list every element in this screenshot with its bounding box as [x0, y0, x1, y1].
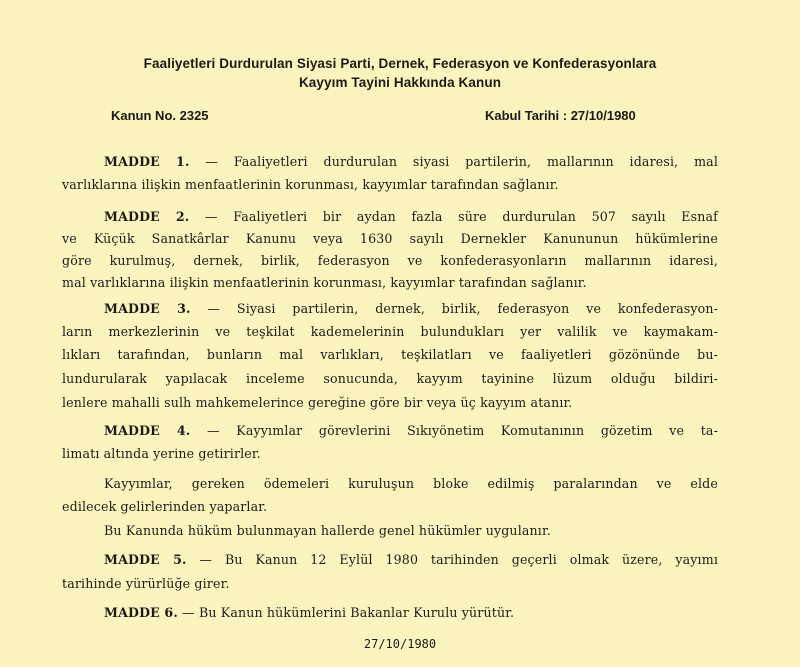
article-4-paragraph-2-line-1: Kayyımlar, gereken ödemeleri kuruluşun bloke edilmiş paralarından ve elde — [104, 476, 718, 491]
footer-date: 27/10/1980 — [363, 637, 437, 651]
article-3-label: MADDE 3. — [104, 301, 191, 316]
acceptance-date: Kabul Tarihi : 27/10/1980 — [485, 108, 636, 123]
law-number: Kanun No. 2325 — [111, 108, 209, 123]
article-4-paragraph-3: Bu Kanunda hüküm bulunmayan hallerde genel hükümler uygulanır. — [104, 523, 551, 538]
article-5-line-2: tarihinde yürürlüğe girer. — [62, 576, 230, 591]
article-3-line-4: lundurularak yapılacak inceleme sonucunda, kayyım tayinine lüzum olduğu bildiri- — [62, 371, 718, 386]
article-2-line-1 — [104, 208, 718, 226]
article-3-text-1: — Siyasi partilerin, dernek, birlik, federasyon ve konfederasyon- — [207, 301, 718, 316]
article-2-line-4: mal varlıklarına ilişkin menfaatlerinin korunması, kayyımlar tarafından sağlanır. — [62, 275, 587, 290]
article-4-line-1 — [104, 422, 718, 440]
article-3-line-5: lenlere mahalli sulh mahkemelerince gereğine göre bir veya üç kayyım atanır. — [62, 395, 573, 410]
law-title-line-2: Kayyım Tayini Hakkında Kanun — [298, 75, 502, 90]
article-6-line-1 — [104, 604, 514, 622]
article-1-line-1 — [104, 153, 718, 171]
article-3-line-1 — [104, 300, 718, 318]
article-3-line-2: ların merkezlerinin ve teşkilat kademelerinin bulundukları yer valilik ve kaymakam- — [62, 324, 718, 339]
article-4-text-1: — Kayyımlar görevlerini Sıkıyönetim Komutanının gözetim ve ta- — [206, 423, 718, 438]
article-1-label: MADDE 1. — [104, 154, 190, 169]
article-4-label: MADDE 4. — [104, 423, 191, 438]
article-2-label: MADDE 2. — [104, 209, 190, 224]
article-3-line-3: lıkları tarafından, bunların mal varlıkları, teşkilatları ve faaliyetleri gözönünde bu- — [62, 347, 718, 362]
law-title-line-1: Faaliyetleri Durdurulan Siyasi Parti, Dernek, Federasyon ve Konfederasyonlara — [143, 56, 657, 71]
article-1-line-2: varlıklarına ilişkin menfaatlerinin korunması, kayyımlar tarafından sağlanır. — [62, 177, 559, 192]
article-6-text-1: — Bu Kanun hükümlerini Bakanlar Kurulu yürütür. — [182, 605, 515, 620]
article-1-text-1: — Faaliyetleri durdurulan siyasi partilerin, mallarının idaresi, mal — [205, 154, 718, 169]
article-4-line-2: limatı altında yerine getirirler. — [62, 446, 261, 461]
article-2-line-3: göre kurulmuş, dernek, birlik, federasyon ve konfederasyonların mallarının idaresi, — [62, 253, 718, 268]
article-4-paragraph-2-line-2: edilecek gelirlerinden yaparlar. — [62, 499, 268, 514]
article-5-line-1 — [104, 551, 718, 569]
article-2-line-2: ve Küçük Sanatkârlar Kanunu veya 1630 sayılı Dernekler Kanununun hükümlerine — [62, 231, 718, 246]
article-5-text-1: — Bu Kanun 12 Eylül 1980 tarihinden geçerli olmak üzere, yayımı — [199, 552, 719, 567]
article-6-label: MADDE 6. — [104, 605, 178, 620]
article-2-text-1: — Faaliyetleri bir aydan fazla süre durdurulan 507 sayılı Esnaf — [204, 209, 718, 224]
article-5-label: MADDE 5. — [104, 552, 187, 567]
